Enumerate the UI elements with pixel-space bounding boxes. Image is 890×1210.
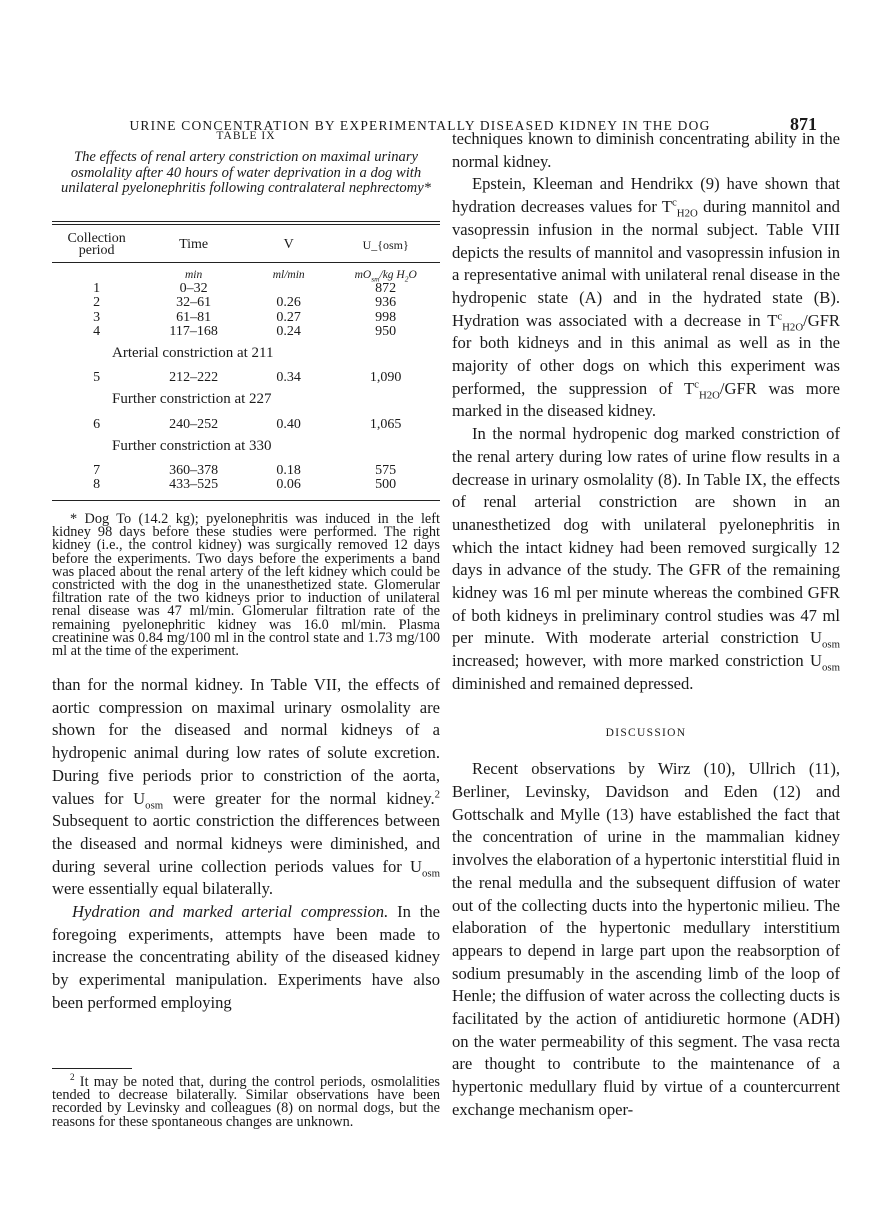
table-note-row: [52, 432, 440, 464]
period-cell: 5: [93, 370, 101, 386]
uosm-cell: 1,090: [369, 370, 402, 386]
table-note-row: [52, 339, 440, 371]
v-cell: 0.06: [276, 477, 301, 493]
v-cell: 0.26: [276, 295, 301, 311]
time-cell: 240–252: [169, 416, 219, 432]
table-row: [52, 311, 440, 325]
table-note-row: [52, 385, 440, 417]
uosm-cell: 575: [375, 463, 397, 479]
col-header-uosm: U_{osm}: [362, 237, 409, 252]
right-column-body: [452, 128, 840, 1122]
period-cell: 4: [93, 323, 101, 339]
table-label: TABLE IX: [216, 130, 276, 142]
col-header-v: V: [283, 236, 294, 252]
table-bottom-rule: [52, 500, 440, 501]
period-cell: 3: [93, 309, 101, 325]
table-row: [52, 325, 440, 339]
constriction-note: Further constriction at 330: [112, 437, 272, 454]
page-footnote: [52, 1073, 440, 1130]
paragraph: than for the normal kidney. In Table VII, the effects of aortic compression on maximal urinary osmolality are shown for the diseased and normal kidneys of a hydropenic animal during low rates of solute excretion. During five periods prior to constriction of the aorta, values for $U_{osm}$ were greater for the normal kidney.$^2$ Subsequent to aortic constriction the differences between the diseased and normal kidneys were diminished, and during several urine collection periods values for $U_{osm}$ were essentially equal bilaterally.: [52, 675, 440, 899]
v-cell: 0.18: [276, 463, 301, 479]
page-number: 871: [790, 114, 817, 134]
left-column-body: [52, 674, 440, 1015]
table-row: [52, 296, 440, 310]
time-cell: 0–32: [179, 281, 208, 297]
v-cell: 0.24: [276, 323, 301, 339]
italic-lead: Hydration and marked arterial compression.: [72, 902, 389, 922]
v-cell: [246, 282, 331, 296]
table-row: [52, 282, 440, 296]
paragraph-hydration: Hydration and marked arterial compression. In the foregoing experiments, attempts have been made to increase the concentrating ability of the diseased kidney by experimental manipulation. Experiments have also been performed employing: [52, 902, 440, 1012]
table-footnote-text: * Dog To (14.2 kg); pyelonephritis was induced in the left kidney 98 days before these studies were performed. The right kidney (i.e., the control kidney) was surgically removed 12 days before the experiments. Two days before the experiments a band was placed about the renal artery of the left kidney which could be constricted with the dog in the unanesthetized state. Glomerular filtration rate of the two kidneys prior to induction of unilateral renal disease was 47 ml/min. Glomerular filtration rate of the remaining pyelonephritic kidney was 16.0 ml/min. Plasma creatinine was 0.84 mg/100 ml in the control state and 1.73 mg/100 ml at the time of the experiment.: [52, 511, 440, 660]
v-cell: 0.27: [276, 309, 301, 325]
paragraph: techniques known to diminish concentrating ability in the normal kidney.: [452, 129, 840, 171]
footnote-rule: [52, 1068, 132, 1069]
period-cell: 2: [93, 295, 101, 311]
uosm-cell: 1,065: [369, 416, 402, 432]
time-cell: 212–222: [169, 370, 219, 386]
constriction-note: Further constriction at 227: [112, 391, 272, 408]
period-cell: 6: [93, 416, 101, 432]
col-header-period: Collection period: [67, 231, 126, 258]
time-cell: 117–168: [169, 323, 218, 339]
table-top-rule: [52, 221, 440, 225]
period-cell: 7: [93, 463, 101, 479]
constriction-note: Arterial constriction at 211: [112, 345, 274, 362]
period-cell: 8: [93, 477, 101, 493]
units-row: [52, 268, 440, 282]
table-row: [52, 371, 440, 385]
paragraph-discussion: Recent observations by Wirz (10), Ullrich (11), Berliner, Levinsky, Davidson and Eden (12) and Gottschalk and Mylle (13) have established the fact that the concentration of urine in the mammalian kidney involves the elaboration of a hypertonic interstitial fluid in the renal medulla and the subsequent diffusion of water out of the collecting ducts into the hypertonic milieu. The elaboration of the hypertonic medullary interstitium appears to depend in large part upon the reabsorption of sodium presumably in the ascending limb of the loop of Henle; the diffusion of water across the collecting ducts is facilitated by the action of antidiuretic hormone (ADH) on the water permeability of this segment. The vasa recta are thought to contribute to the maintenance of a hypertonic medullary fluid by virtue of a countercurrent exchange mechanism oper-: [452, 759, 841, 1119]
uosm-cell: 936: [375, 295, 397, 311]
table-header: [52, 233, 440, 257]
table-body: [52, 268, 440, 492]
time-cell: 360–378: [169, 463, 219, 479]
v-cell: 0.40: [276, 416, 301, 432]
paragraph: Epstein, Kleeman and Hendrikx (9) have shown that hydration decreases values for $T^c_{H2O}$ during mannitol and vasopressin infusion in the normal subject. Table VIII depicts the results of mannitol and vasopressin infusion in a representative animal with unilateral renal disease in the hydropenic state (A) and in the hydrated state (B). Hydration was associated with a decrease in $T^c_{H2O}$/GFR for both kidneys and in this animal as well as in the majority of other dogs on which this experiment was performed, the suppression of $T^c_{H2O}$/GFR was more marked in the diseased kidney.: [452, 174, 840, 421]
col-header-time: Time: [179, 236, 209, 252]
time-cell: 61–81: [176, 309, 212, 325]
period-cell: 1: [93, 281, 101, 297]
table-header-rule: [52, 262, 440, 263]
unit-cell: min: [184, 269, 203, 281]
table-row: [52, 464, 440, 478]
time-cell: 32–61: [176, 295, 212, 311]
footnote-2: $^2$ It may be noted that, during the control periods, osmolalities tended to decrease bilaterally. Similar observations have been recorded by Levinsky and colleagues (8) on normal dogs, but the reasons for these spontaneous changes are unknown.: [52, 1073, 440, 1130]
table-row: [52, 418, 440, 432]
paragraph: In the normal hydropenic dog marked constriction of the renal artery during low rates of urine flow results in a decrease in urinary osmolality (8). In Table IX, the effects of renal arterial constriction are shown in an unanesthetized dog with unilateral pyelonephritis in which the intact kidney had been removed surgically 12 days in advance of the study. The GFR of the remaining kidney was 16 ml per minute whereas the combined GFR of both kidneys in preliminary control studies was 47 ml per minute. With moderate arterial constriction $U_{osm}$ increased; however, with more marked constriction $U_{osm}$ diminished and remained depressed.: [452, 424, 840, 693]
uosm-cell: 998: [375, 309, 397, 325]
uosm-cell: 872: [375, 281, 397, 297]
running-head: URINE CONCENTRATION BY EXPERIMENTALLY DISEASED KIDNEY IN THE DOG: [129, 118, 711, 133]
table-footnote: [52, 513, 440, 658]
unit-cell: ml/min: [272, 269, 305, 281]
table-caption: The effects of renal artery constriction on maximal urinary osmolality after 40 hours of water deprivation in a dog with unilateral pyelonephritis following contralateral nephrectomy*: [61, 149, 431, 196]
unit-cell: $mO_{sm}/kg$ $H_2O$: [354, 269, 417, 284]
v-cell: 0.34: [276, 370, 301, 386]
uosm-cell: 950: [375, 323, 397, 339]
time-cell: 433–525: [169, 477, 219, 493]
section-heading-discussion: DISCUSSION: [605, 726, 687, 739]
unit-cell: [52, 268, 141, 282]
table-row: [52, 478, 440, 492]
uosm-cell: 500: [375, 477, 397, 493]
